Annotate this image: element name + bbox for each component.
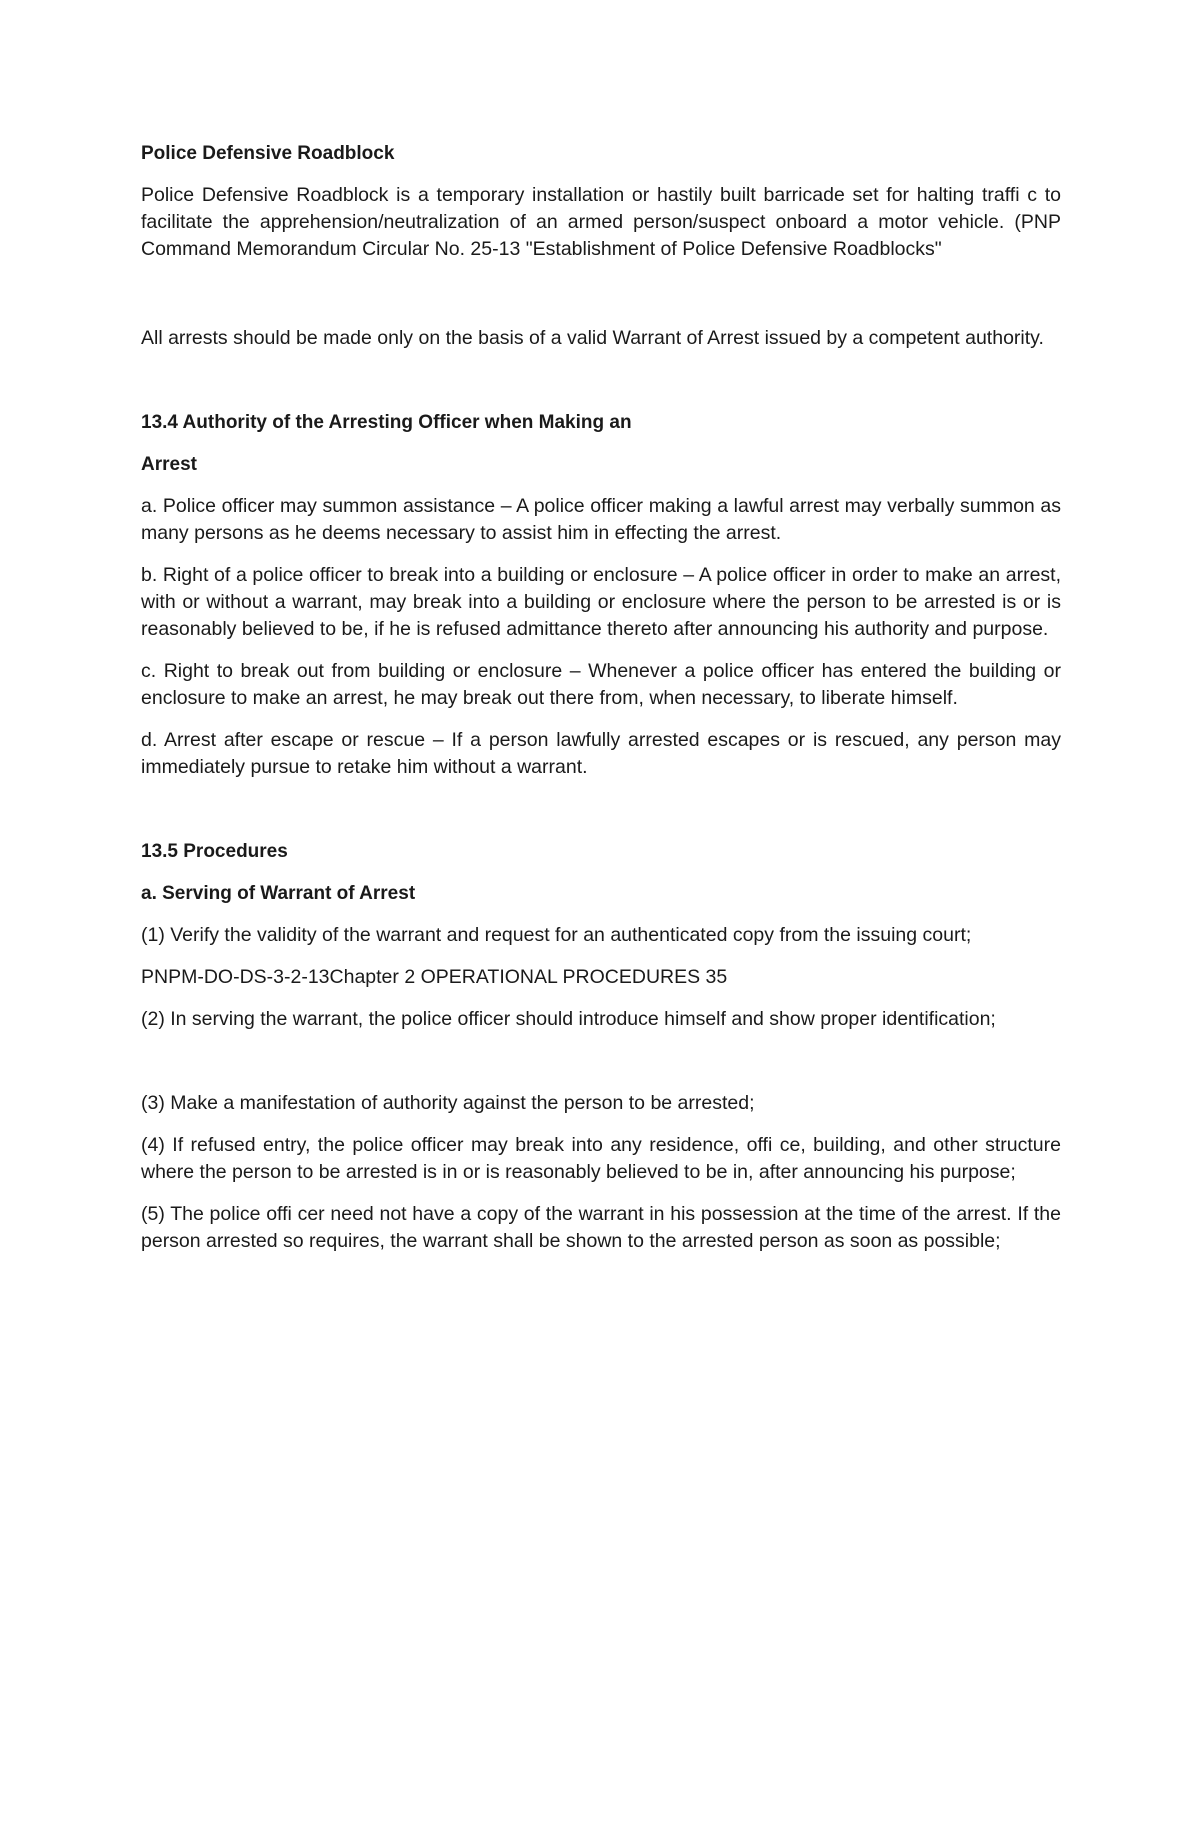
section-13-5-heading: 13.5 Procedures [141,841,288,862]
document-title: Police Defensive Roadblock [141,143,395,164]
intro-paragraph: Police Defensive Roadblock is a temporary installation or hastily built barricade set for halting traffi c to facilitate the apprehension/neutralization of an armed person/suspect onboard a motor vehicle. (PNP Command Memorandum Circular No. 25-13 "Establishment of Police Defensive Roadblocks" [141,184,1061,260]
section-13-4-item-d: d. Arrest after escape or rescue – If a person lawfully arrested escapes or is rescued, any person may immediately pursue to retake him without a warrant. [141,729,1061,778]
page-reference: PNPM-DO-DS-3-2-13Chapter 2 OPERATIONAL PROCEDURES 35 [141,966,728,988]
section-13-5-subheading: a. Serving of Warrant of Arrest [141,883,416,904]
procedure-step-4: (4) If refused entry, the police officer may break into any residence, offi ce, building, and other structure where the person to be arrested is in or is reasonably believed to be in, after announcing his purpose; [141,1134,1061,1183]
section-13-4-heading: 13.4 Authority of the Arresting Officer when Making an [141,412,632,433]
section-13-4-heading-continued: Arrest [141,454,197,475]
section-13-4-item-a: a. Police officer may summon assistance – A police officer making a lawful arrest may verbally summon as many persons as he deems necessary to assist him in effecting the arrest. [141,495,1061,544]
procedure-step-5: (5) The police offi cer need not have a copy of the warrant in his possession at the time of the arrest. If the person arrested so requires, the warrant shall be shown to the arrested person as soon as possible; [141,1203,1061,1252]
procedure-step-3: (3) Make a manifestation of authority against the person to be arrested; [141,1092,755,1114]
section-13-4-item-c: c. Right to break out from building or enclosure – Whenever a police officer has entered the building or enclosure to make an arrest, he may break out there from, when necessary, to liberate himself. [141,660,1061,709]
procedure-step-1: (1) Verify the validity of the warrant and request for an authenticated copy from the issuing court; [141,924,972,946]
document-page [141,140,1061,1270]
procedure-step-2: (2) In serving the warrant, the police officer should introduce himself and show proper identification; [141,1008,996,1030]
arrest-basis-paragraph: All arrests should be made only on the basis of a valid Warrant of Arrest issued by a competent authority. [141,327,1044,349]
section-13-4-item-b: b. Right of a police officer to break into a building or enclosure – A police officer in order to make an arrest, with or without a warrant, may break into a building or enclosure where the person to be arrested is or is reasonably believed to be, if he is refused admittance thereto after announcing his authority and purpose. [141,564,1061,640]
